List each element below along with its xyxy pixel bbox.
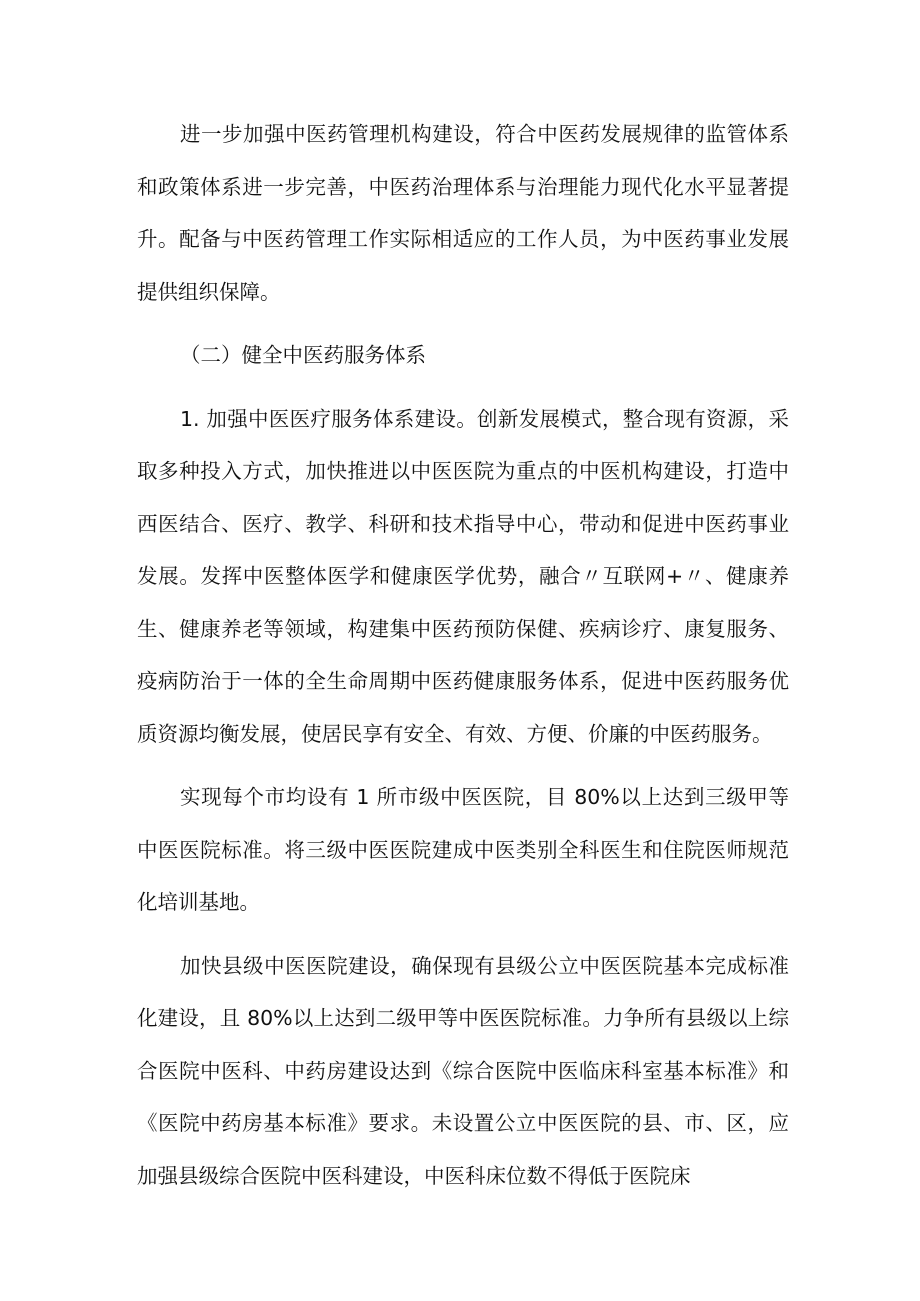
document-body xyxy=(137,108,789,1202)
paragraph-medical-service-system: 1. 加强中医医疗服务体系建设。创新发展模式，整合现有资源，采取多种投入方式，加快推进以中医医院为重点的中医机构建设，打造中西医结合、医疗、教学、科研和技术指导中心，带动和促进中医药事业发展。发挥中医整体医学和健康医学优势，融合〃互联网+〃、健康养生、健康养老等领域，构建集中医药预防保健、疾病诊疗、康复服务、疫病防治于一体的全生命周期中医药健康服务体系，促进中医药服务优质资源均衡发展，使居民享有安全、有效、方便、价廉的中医药服务。 xyxy=(137,406,789,746)
paragraph-city-hospitals: 实现每个市均设有 1 所市级中医医院，目 80%以上达到三级甲等中医医院标准。将三级中医医院建成中医类别全科医生和住院医师规范化培训基地。 xyxy=(137,785,789,914)
paragraph-county-hospitals: 加快县级中医医院建设，确保现有县级公立中医医院基本完成标准化建设，且 80%以上达到二级甲等中医医院标准。力争所有县级以上综合医院中医科、中药房建设达到《综合医院中医临床科室基本标准》和《医院中药房基本标准》要求。未设置公立中医医院的县、市、区，应加强县级综合医院中医科建设，中医科床位数不得低于医院床 xyxy=(137,953,789,1188)
paragraph-institution-building: 进一步加强中医药管理机构建设，符合中医药发展规律的监管体系和政策体系进一步完善，中医药治理体系与治理能力现代化水平显著提升。配备与中医药管理工作实际相适应的工作人员，为中医药事业发展提供组织保障。 xyxy=(137,122,789,304)
section-heading-service-system: （二）健全中医药服务体系 xyxy=(180,343,426,367)
